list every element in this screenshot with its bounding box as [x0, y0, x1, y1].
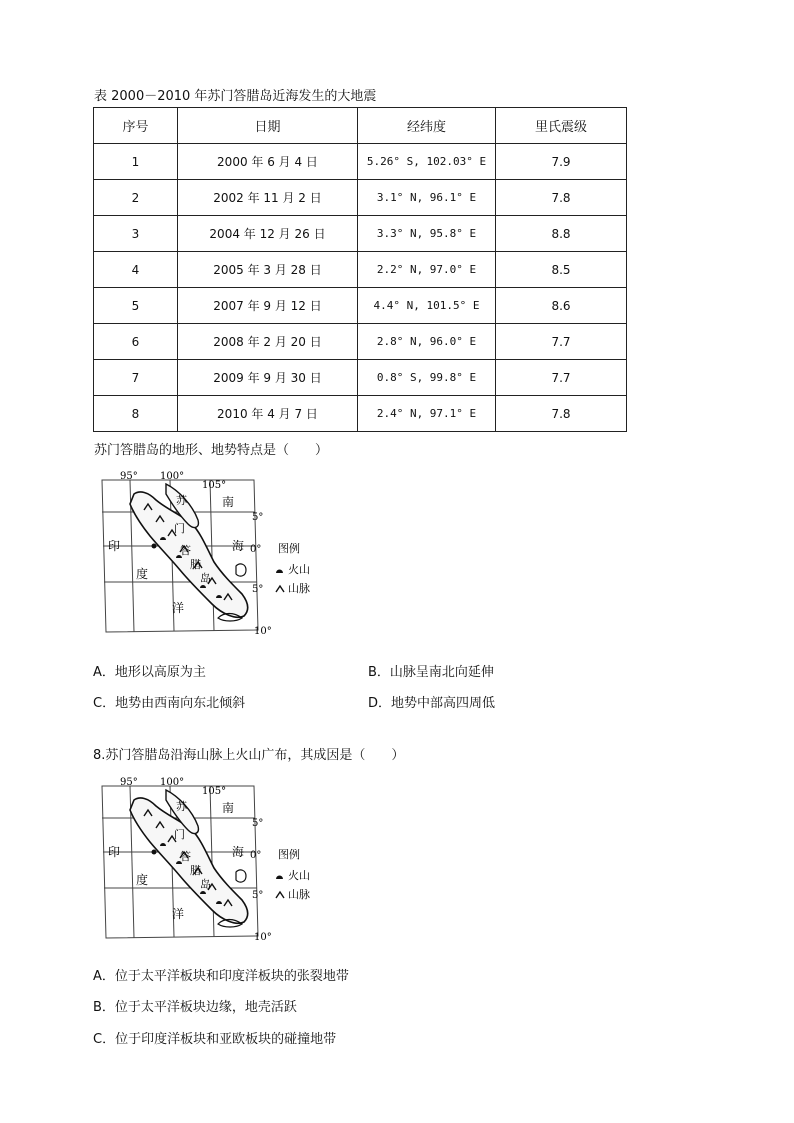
header-no: 序号 — [94, 108, 178, 144]
cell-coord: 3.1° N, 96.1° E — [358, 180, 496, 216]
cell-coord: 0.8° S, 99.8° E — [358, 360, 496, 396]
table-row — [94, 180, 627, 216]
cell-magnitude: 7.7 — [496, 324, 627, 360]
lat-label-0: 0° — [250, 544, 262, 555]
island-char-5: 岛 — [200, 572, 211, 585]
cell-magnitude: 7.8 — [496, 396, 627, 432]
cell-date: 2002 年 11 月 2 日 — [178, 180, 358, 216]
sea-label-2: 海 — [232, 845, 245, 859]
legend-mountain: 山脉 — [288, 888, 310, 901]
earthquake-table — [93, 107, 627, 432]
lon-label-100: 100° — [160, 471, 185, 482]
cell-date: 2000 年 6 月 4 日 — [178, 144, 358, 180]
cell-magnitude: 8.5 — [496, 252, 627, 288]
table-row — [94, 360, 627, 396]
island-char-2: 门 — [174, 522, 185, 535]
table-row — [94, 288, 627, 324]
cell-no: 8 — [94, 396, 178, 432]
island-char-2: 门 — [174, 828, 185, 841]
cell-no: 5 — [94, 288, 178, 324]
q1-option-a: A．地形以高原为主 — [93, 665, 206, 680]
lon-label-105: 105° — [202, 786, 227, 797]
lon-label-100: 100° — [160, 777, 185, 788]
cell-date: 2007 年 9 月 12 日 — [178, 288, 358, 324]
cell-coord: 2.2° N, 97.0° E — [358, 252, 496, 288]
lat-label-5s: 5° — [252, 890, 264, 901]
cell-no: 1 — [94, 144, 178, 180]
legend-title: 图例 — [278, 542, 300, 555]
sumatra-map-1 — [96, 470, 346, 642]
island-char-4: 腊 — [190, 558, 201, 571]
lat-label-10s: 10° — [254, 626, 272, 637]
cell-magnitude: 8.6 — [496, 288, 627, 324]
lat-label-5n: 5° — [252, 818, 264, 829]
table-row — [94, 324, 627, 360]
header-coord: 经纬度 — [358, 108, 496, 144]
volcano-icon — [276, 876, 283, 880]
q1-option-d: D．地势中部高四周低 — [368, 696, 496, 711]
sea-label-1: 南 — [222, 801, 235, 815]
mountain-icon — [276, 586, 284, 592]
lat-label-5n: 5° — [252, 512, 264, 523]
cell-date: 2008 年 2 月 20 日 — [178, 324, 358, 360]
ocean-label-3: 洋 — [172, 601, 185, 615]
legend-mountain: 山脉 — [288, 582, 310, 595]
question-1-stem: 苏门答腊岛的地形、地势特点是（ ） — [94, 443, 329, 458]
lat-label-0: 0° — [250, 850, 262, 861]
table-row — [94, 144, 627, 180]
q1-option-b: B．山脉呈南北向延伸 — [368, 665, 494, 680]
table-row — [94, 216, 627, 252]
island-char-5: 岛 — [200, 878, 211, 891]
lat-label-10s: 10° — [254, 932, 272, 943]
legend-volcano: 火山 — [288, 869, 310, 882]
cell-coord: 5.26° S, 102.03° E — [358, 144, 496, 180]
q2-option-c: C．位于印度洋板块和亚欧板块的碰撞地带 — [93, 1032, 337, 1047]
cell-coord: 2.4° N, 97.1° E — [358, 396, 496, 432]
cell-no: 4 — [94, 252, 178, 288]
volcano-icon — [276, 570, 283, 574]
lat-label-5s: 5° — [252, 584, 264, 595]
island-char-4: 腊 — [190, 864, 201, 877]
cell-no: 2 — [94, 180, 178, 216]
table-row — [94, 252, 627, 288]
ocean-label-2: 度 — [136, 873, 149, 887]
table-caption: 表 2000－2010 年苏门答腊岛近海发生的大地震 — [94, 89, 377, 104]
sumatra-map-2 — [96, 776, 346, 948]
mountain-icon — [276, 892, 284, 898]
island-char-3: 答 — [180, 850, 191, 863]
cell-no: 6 — [94, 324, 178, 360]
cell-no: 3 — [94, 216, 178, 252]
cell-coord: 4.4° N, 101.5° E — [358, 288, 496, 324]
lon-label-95: 95° — [120, 777, 138, 788]
lon-label-95: 95° — [120, 471, 138, 482]
island-char-1: 苏 — [176, 494, 187, 507]
island-char-1: 苏 — [176, 800, 187, 813]
sea-label-2: 海 — [232, 539, 245, 553]
ocean-label-1: 印 — [108, 539, 121, 553]
cell-coord: 2.8° N, 96.0° E — [358, 324, 496, 360]
table-header-row — [94, 108, 627, 144]
table-row — [94, 396, 627, 432]
cell-date: 2009 年 9 月 30 日 — [178, 360, 358, 396]
cell-coord: 3.3° N, 95.8° E — [358, 216, 496, 252]
ocean-label-2: 度 — [136, 567, 149, 581]
legend-volcano: 火山 — [288, 563, 310, 576]
q1-option-c: C．地势由西南向东北倾斜 — [93, 696, 246, 711]
legend-title: 图例 — [278, 848, 300, 861]
cell-magnitude: 7.7 — [496, 360, 627, 396]
ocean-label-3: 洋 — [172, 907, 185, 921]
header-date: 日期 — [178, 108, 358, 144]
island-char-3: 答 — [180, 544, 191, 557]
q2-option-b: B．位于太平洋板块边缘，地壳活跃 — [93, 1000, 297, 1015]
q2-option-a: A．位于太平洋板块和印度洋板块的张裂地带 — [93, 969, 349, 984]
cell-magnitude: 8.8 — [496, 216, 627, 252]
lon-label-105: 105° — [202, 480, 227, 491]
cell-date: 2010 年 4 月 7 日 — [178, 396, 358, 432]
cell-magnitude: 7.8 — [496, 180, 627, 216]
question-2-stem: 8.苏门答腊岛沿海山脉上火山广布，其成因是（ ） — [93, 748, 405, 763]
cell-no: 7 — [94, 360, 178, 396]
cell-magnitude: 7.9 — [496, 144, 627, 180]
header-magnitude: 里氏震级 — [496, 108, 627, 144]
cell-date: 2004 年 12 月 26 日 — [178, 216, 358, 252]
cell-date: 2005 年 3 月 28 日 — [178, 252, 358, 288]
ocean-label-1: 印 — [108, 845, 121, 859]
sea-label-1: 南 — [222, 495, 235, 509]
